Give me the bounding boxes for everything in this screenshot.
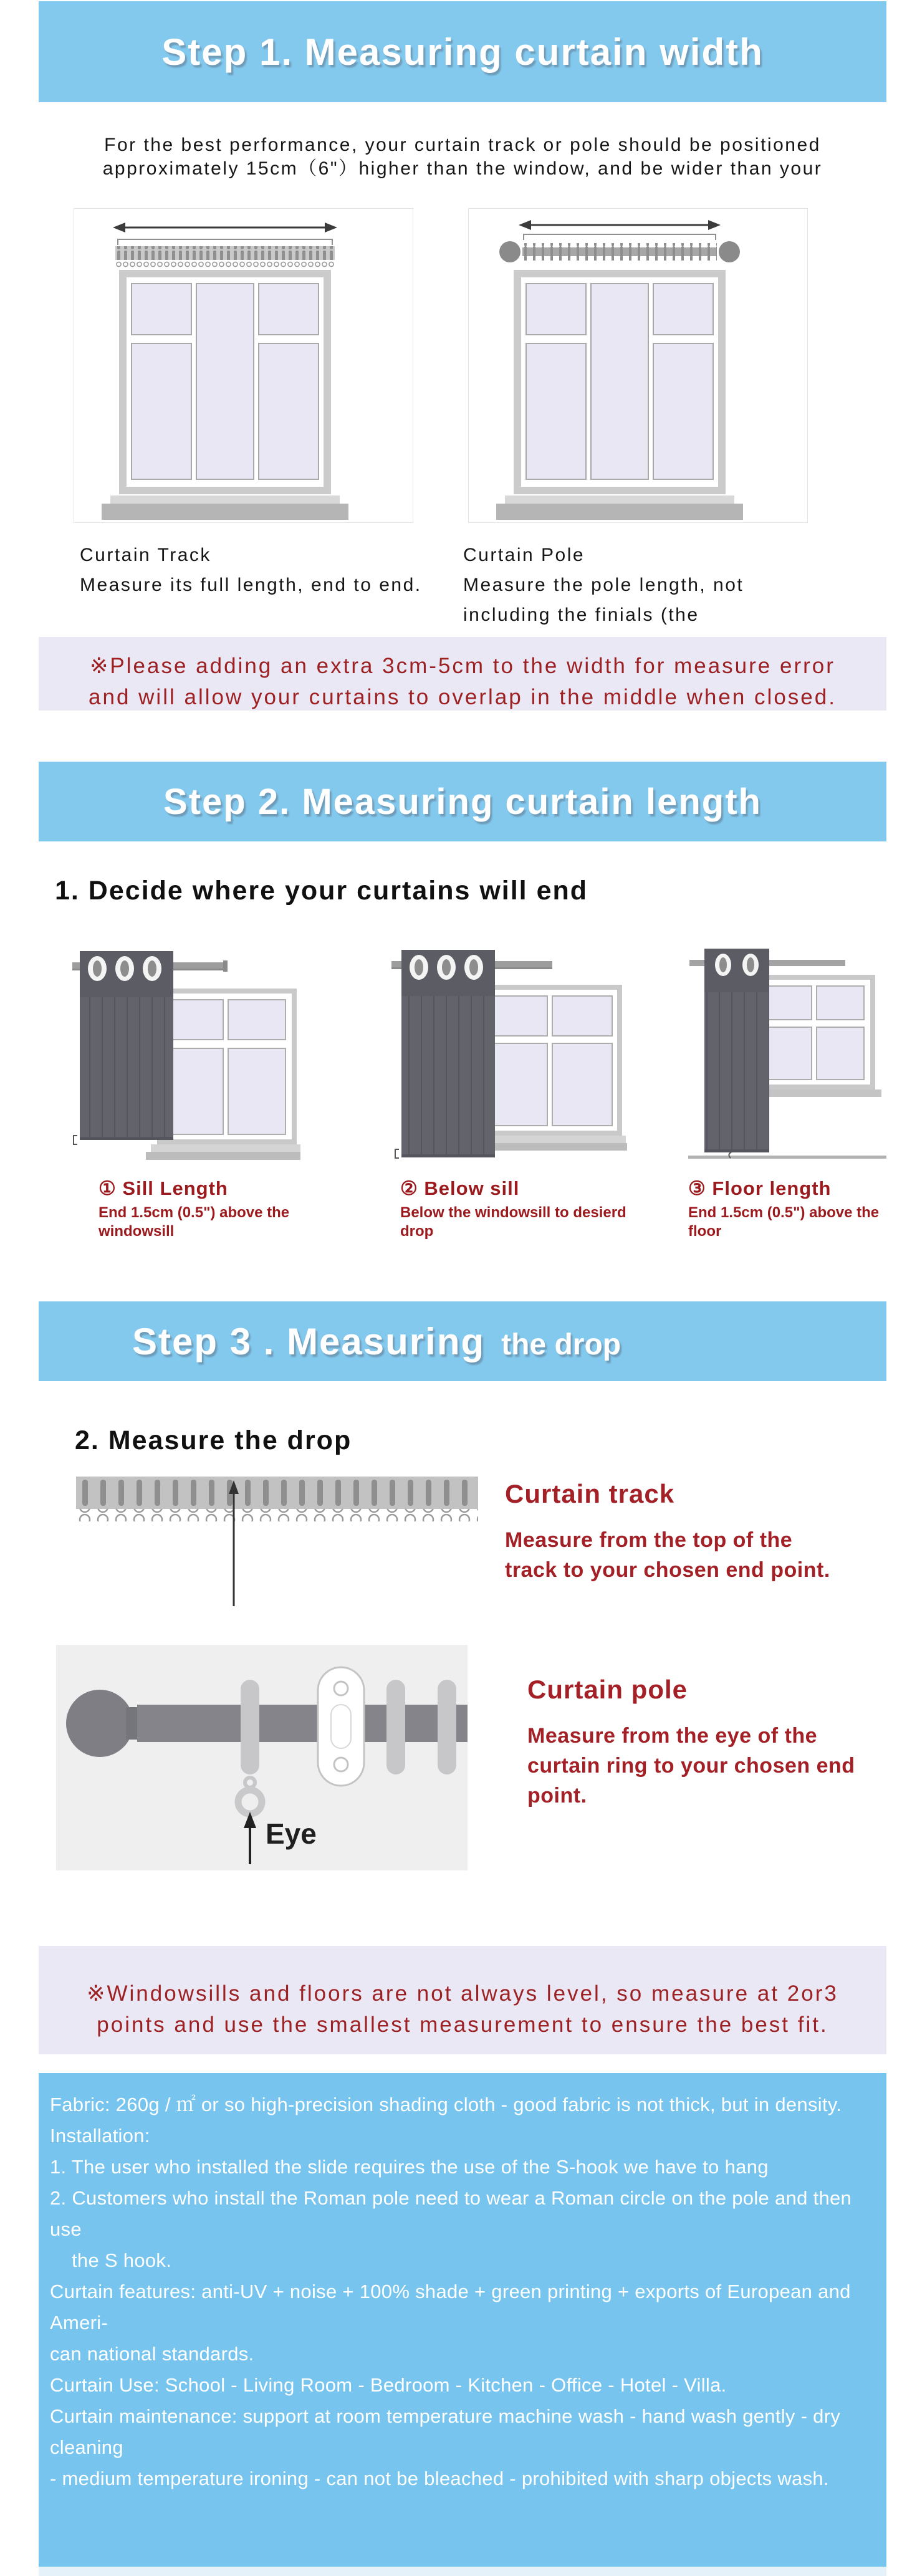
- curtain-pole-text: [527, 1645, 855, 1870]
- step3-banner-main: Step 3 . Measuring: [132, 1320, 486, 1362]
- curtain-length-options: [39, 944, 886, 1241]
- info-installation: Installation:: [50, 2125, 150, 2147]
- curtain-track-body: [505, 1525, 830, 1585]
- eye-label: Eye: [266, 1817, 317, 1850]
- pole-caption-line-1: Measure the pole length, not: [463, 575, 744, 595]
- intro-line-2: approximately 15cm（6"）higher than the window, and be wider than your: [102, 158, 823, 179]
- option-3-title: ③ Floor length: [688, 1177, 832, 1199]
- curtain-track-section: [39, 1477, 886, 1609]
- width-note-line-1: ※Please adding an extra 3cm-5cm to the width for measure error: [90, 654, 835, 678]
- step1-banner-title: Step 1. Measuring curtain width: [161, 31, 764, 73]
- step2-banner: [39, 762, 886, 841]
- pole-caption-line-2: including the finials (the: [463, 605, 699, 625]
- track-caption-title: Curtain Track: [80, 545, 211, 565]
- pole-caption: [463, 540, 744, 630]
- info-features-1: Curtain features: anti-UV + noise + 100% shade + green printing + exports of European and Ameri-: [50, 2281, 851, 2334]
- curtain-track-title: Curtain track: [505, 1479, 675, 1508]
- curtain-track-drop-illustration: [76, 1477, 480, 1609]
- step3-heading: 2. Measure the drop: [75, 1425, 352, 1455]
- curtain-pole-title: Curtain pole: [527, 1675, 688, 1704]
- footer-strip: [39, 2567, 886, 2576]
- width-note: [39, 637, 886, 711]
- option-2-title: ② Below sill: [400, 1177, 520, 1199]
- option-1-title: ① Sill Length: [98, 1177, 228, 1199]
- step3-banner-title: [132, 1320, 621, 1363]
- level-note: [39, 1946, 886, 2054]
- curtain-pole-section: [39, 1645, 886, 1870]
- option-sill-length: [71, 944, 329, 1241]
- step1-banner: [39, 1, 886, 102]
- info-features-2: can national standards.: [50, 2343, 254, 2365]
- info-install-step-2: 2. Customers who install the Roman pole need to wear a Roman circle on the pole and then use: [50, 2187, 852, 2240]
- curtain-track-line-1: Measure from the top of the: [505, 1528, 793, 1552]
- floor-length-illustration: [688, 944, 886, 1162]
- track-caption-line: Measure its full length, end to end.: [80, 575, 422, 595]
- info-maintenance-2: - medium temperature ironing - can not be bleached - prohibited with sharp objects wash.: [50, 2468, 829, 2489]
- intro-line-1: For the best performance, your curtain track or pole should be positioned: [104, 135, 821, 155]
- info-install-step-1: 1. The user who installed the slide requires the use of the S-hook we have to hang: [50, 2156, 769, 2178]
- level-note-line-1: ※Windowsills and floors are not always level, so measure at 2or3: [87, 1981, 838, 2006]
- step2-heading: 1. Decide where your curtains will end: [55, 876, 588, 906]
- step2-banner-title: Step 2. Measuring curtain length: [163, 781, 762, 822]
- curtain-pole-eye-illustration: [56, 1645, 468, 1870]
- option-2-desc: Below the windowsill to desierd drop: [400, 1204, 626, 1240]
- option-below-sill: [390, 944, 627, 1241]
- below-sill-illustration: [390, 944, 627, 1162]
- step3-banner: [39, 1301, 886, 1381]
- curtain-pole-figure: [56, 1645, 468, 1870]
- step1-intro: [39, 133, 886, 181]
- track-caption: [80, 540, 463, 630]
- curtain-pole-line-2: curtain ring to your chosen end: [527, 1754, 855, 1778]
- info-maintenance-1: Curtain maintenance: support at room temperature machine wash - hand wash gently - dry cleaning: [50, 2405, 841, 2458]
- level-note-line-2: points and use the smallest measurement to ensure the best fit.: [97, 2013, 828, 2037]
- window-with-track-illustration: [74, 209, 413, 522]
- info-fabric: Fabric: 260g / ㎡ or so high-precision shading cloth - good fabric is not thick, but in density.: [50, 2094, 842, 2115]
- option-3-desc: End 1.5cm (0.5") above the floor: [688, 1204, 880, 1240]
- width-note-line-2: and will allow your curtains to overlap in the middle when closed.: [89, 685, 837, 709]
- step1-captions: [39, 540, 886, 630]
- curtain-pole-window-figure: [468, 208, 808, 523]
- info-use: Curtain Use: School - Living Room - Bedroom - Kitchen - Office - Hotel - Villa.: [50, 2374, 727, 2396]
- option-1-desc: End 1.5cm (0.5") above the windowsill: [98, 1204, 290, 1240]
- step3-banner-sub: the drop: [501, 1328, 621, 1361]
- curtain-track-text: [505, 1477, 830, 1609]
- curtain-pole-line-3: point.: [527, 1784, 587, 1808]
- curtain-track-line-2: track to your chosen end point.: [505, 1558, 830, 1582]
- option-floor-length: [688, 944, 886, 1241]
- pole-caption-title: Curtain Pole: [463, 545, 585, 565]
- step1-illustrations: [39, 208, 886, 523]
- curtain-measuring-guide: [39, 1, 886, 2576]
- curtain-track-window-figure: [74, 208, 413, 523]
- product-info-panel: [39, 2073, 886, 2567]
- curtain-pole-body: [527, 1721, 855, 1811]
- info-install-step-2b: the S hook.: [72, 2249, 172, 2271]
- curtain-pole-line-1: Measure from the eye of the: [527, 1724, 818, 1748]
- window-with-pole-illustration: [469, 209, 807, 522]
- sill-length-illustration: [71, 944, 300, 1162]
